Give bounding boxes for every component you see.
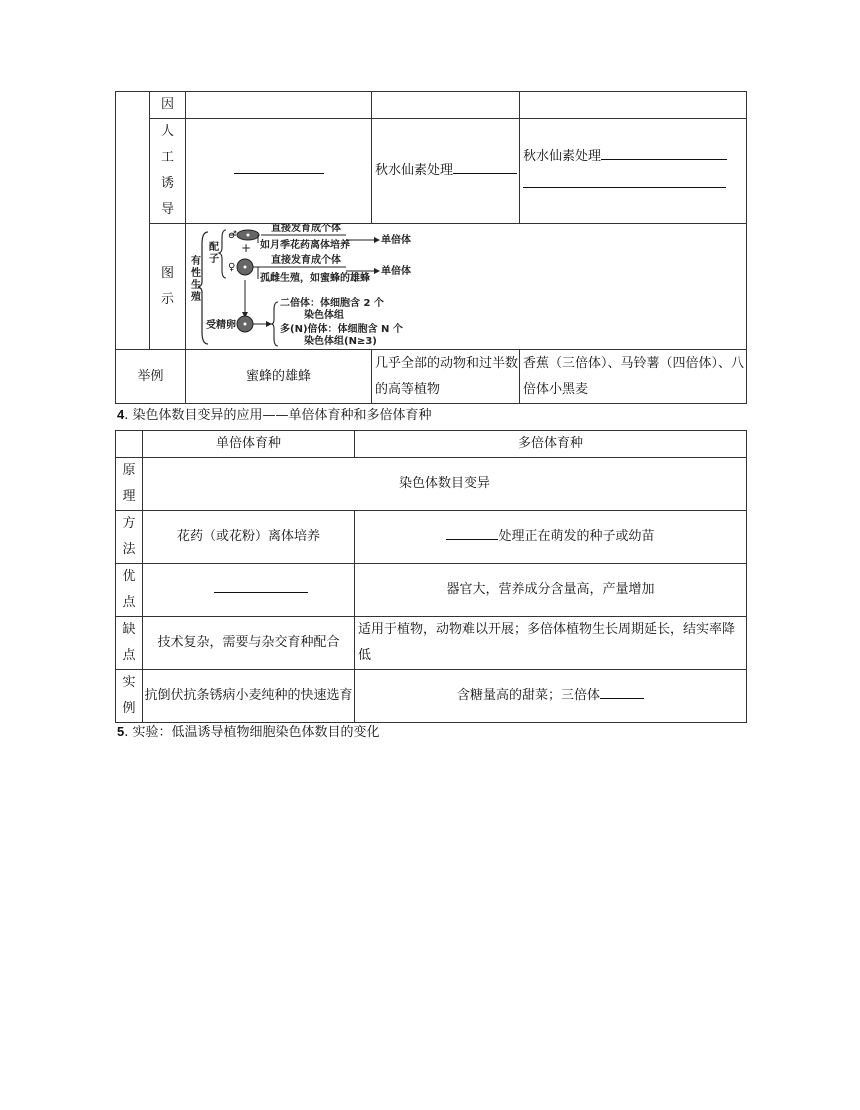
plus-sign: + [241, 241, 252, 255]
heading-5: 5. 实验：低温诱导植物细胞染色体数目的变化 [117, 724, 380, 740]
ploidy-diagram-cell [186, 224, 747, 350]
induced-polyploid-cell: 秋水仙素处理 [520, 119, 747, 224]
bracket-zygote [271, 302, 278, 346]
haploid-result-1: 单倍体 [381, 235, 411, 246]
blank-left-cell [116, 92, 150, 350]
row-label-advantage: 优 点 [116, 564, 143, 617]
row-label-example: 举例 [116, 350, 186, 404]
svg-text:生: 生 [191, 280, 201, 291]
svg-text:孤雌生殖，如蜜蜂的雄蜂: 孤雌生殖，如蜜蜂的雄蜂 [260, 273, 370, 284]
female-symbol: ♀ [228, 262, 236, 273]
bracket-gamete [219, 230, 226, 278]
svg-text:配: 配 [209, 242, 219, 253]
induced-haploid-blank [186, 119, 372, 224]
svg-text:直接发育成个体: 直接发育成个体 [271, 224, 341, 234]
row-label-induced: 人 工 诱 导 [150, 119, 186, 224]
svg-text:染色体组: 染色体组 [304, 310, 344, 321]
row-label-cause: 因 [150, 92, 186, 119]
example-polyploid: 香蕉（三倍体）、马铃薯（四倍体）、八倍体小黑麦 [520, 350, 747, 404]
svg-text:染色体组(N≥3): 染色体组(N≥3) [304, 336, 377, 347]
col-header-polyploid: 多倍体育种 [355, 431, 747, 458]
disadvantage-polyploid: 适用于植物，动物难以开展；多倍体植物生长周期延长，结实率降低 [355, 617, 747, 670]
advantage-polyploid: 器官大，营养成分含量高，产量增加 [355, 564, 747, 617]
zygote-label: 受精卵 [206, 320, 236, 331]
svg-text:多(N)倍体：体细胞含 N 个: 多(N)倍体：体细胞含 N 个 [280, 324, 403, 335]
ploidy-diagram [186, 224, 746, 348]
disadvantage-haploid: 技术复杂，需要与杂交育种配合 [143, 617, 355, 670]
gamete-label [209, 240, 219, 265]
example-polyploid-breeding: 含糖量高的甜菜；三倍体 [355, 670, 747, 723]
haploid-result-2: 单倍体 [381, 266, 411, 277]
table-ploidy-types [115, 91, 747, 404]
svg-text:如月季花药离体培养: 如月季花药离体培养 [260, 240, 350, 251]
sexual-reproduction-label [191, 254, 201, 303]
method-haploid: 花药（或花粉）离体培养 [143, 511, 355, 564]
row-label-example: 实 例 [116, 670, 143, 723]
advantage-haploid-blank [143, 564, 355, 617]
table-breeding [115, 430, 747, 723]
induced-diploid-cell: 秋水仙素处理 [372, 119, 520, 224]
row-label-figure: 图 示 [150, 224, 186, 350]
svg-text:二倍体：体细胞含 2 个: 二倍体：体细胞含 2 个 [280, 298, 384, 309]
heading-4: 4. 染色体数目变异的应用——单倍体育种和多倍体育种 [117, 407, 432, 423]
principle-cell: 染色体数目变异 [143, 458, 747, 511]
example-diploid: 几乎全部的动物和过半数的高等植物 [372, 350, 520, 404]
row-label-principle: 原 理 [116, 458, 143, 511]
svg-text:性: 性 [191, 268, 201, 279]
svg-text:子: 子 [209, 254, 219, 265]
row-label-disadvantage: 缺 点 [116, 617, 143, 670]
svg-text:直接发育成个体: 直接发育成个体 [271, 255, 341, 266]
svg-text:有: 有 [191, 256, 201, 267]
col-header-haploid: 单倍体育种 [143, 431, 355, 458]
svg-text:殖: 殖 [191, 292, 201, 303]
example-haploid: 蜜蜂的雄蜂 [186, 350, 372, 404]
male-symbol: ♂ [228, 230, 237, 241]
method-polyploid: 处理正在萌发的种子或幼苗 [355, 511, 747, 564]
row-label-method: 方 法 [116, 511, 143, 564]
example-haploid-breeding: 抗倒伏抗条锈病小麦纯种的快速选育 [143, 670, 355, 723]
